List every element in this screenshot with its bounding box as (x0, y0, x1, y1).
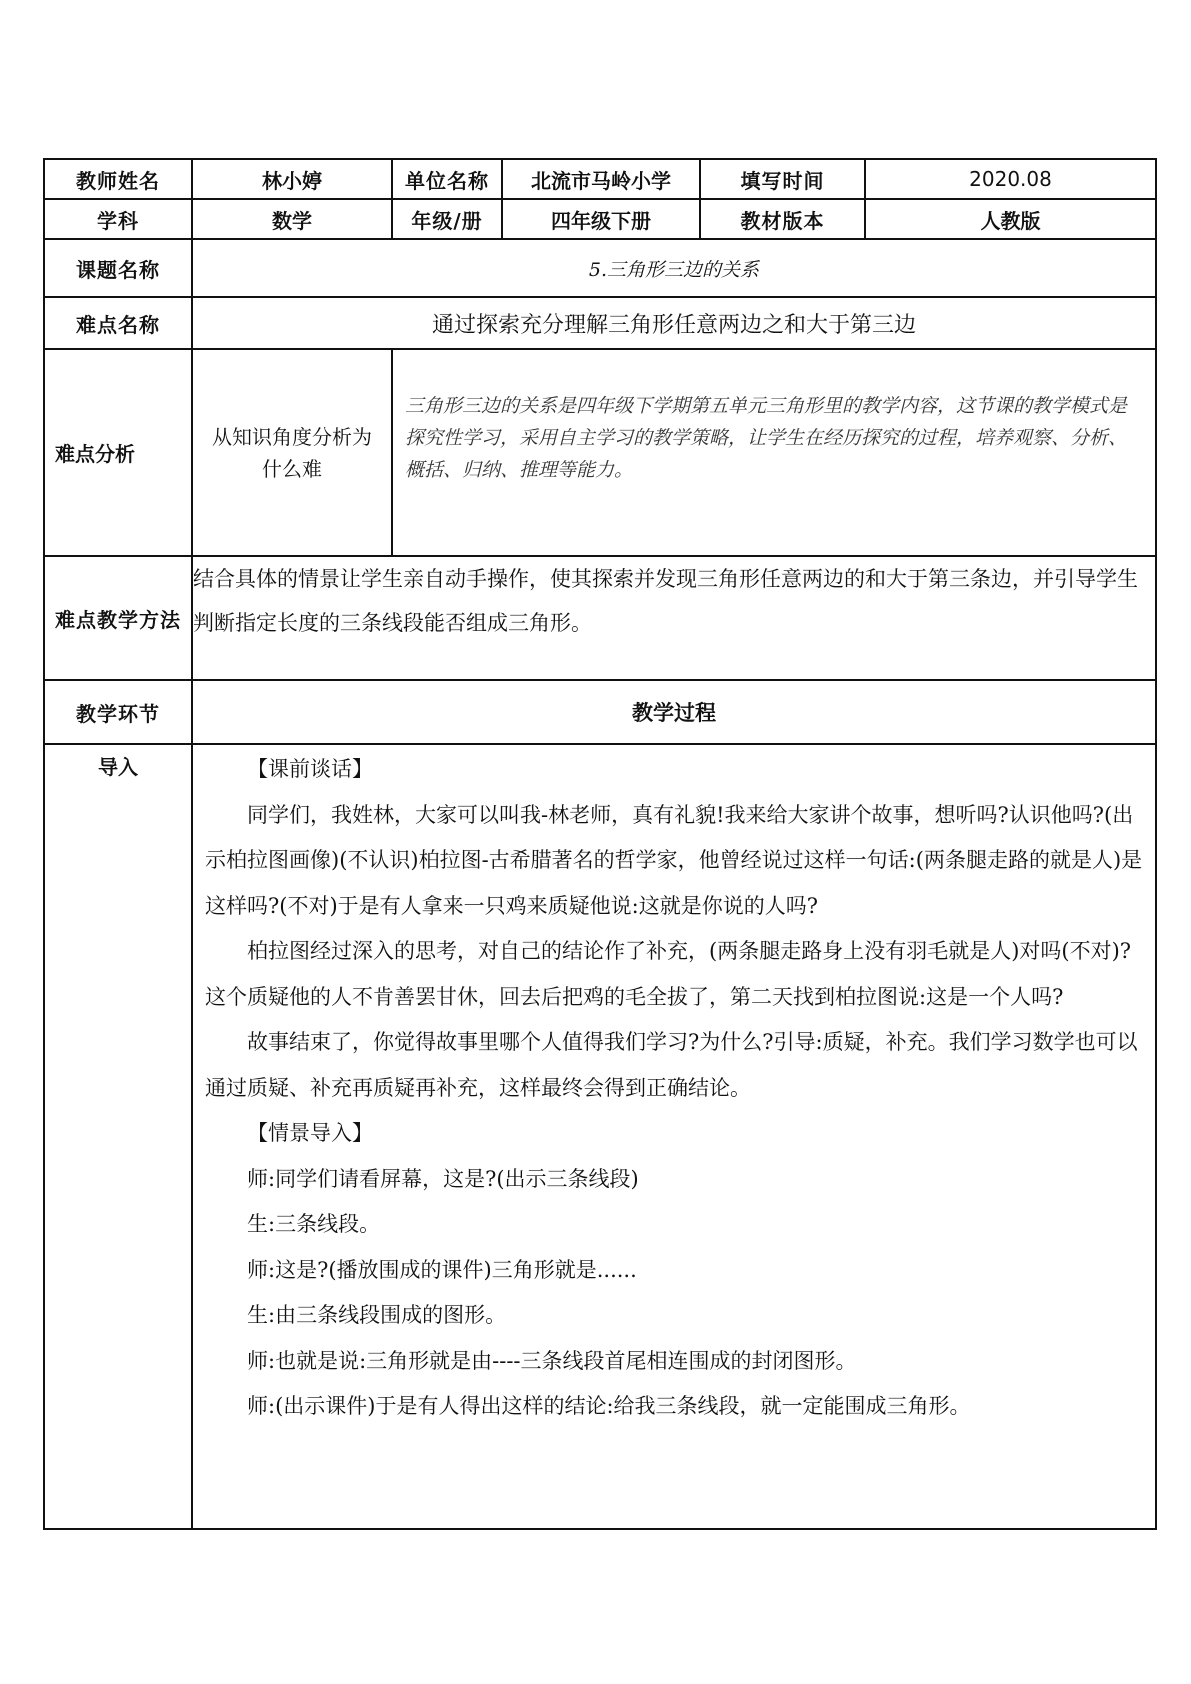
process-paragraph: 故事结束了，你觉得故事里哪个人值得我们学习?为什么?引导:质疑，补充。我们学习数学也可以通过质疑、补充再质疑再补充，这样最终会得到正确结论。 (205, 1030, 1138, 1100)
analysis-text (393, 320, 1155, 555)
difficulty-label: 难点名称 (44, 297, 192, 349)
teacher-value: 林小婷 (192, 159, 392, 199)
stage-label: 导入 (44, 744, 192, 1529)
process-paragraph: 柏拉图经过深入的思考，对自己的结论作了补充，(两条腿走路身上没有羽毛就是人)对吗(不对)?这个质疑他的人不肯善罢甘休，回去后把鸡的毛全拔了，第二天找到柏拉图说:这是一个人吗? (205, 939, 1132, 1009)
analysis-label: 难点分析 (44, 349, 192, 556)
process-paragraph: 师:同学们请看屏幕，这是?(出示三条线段) (247, 1166, 639, 1191)
topic-value: 5.三角形三边的关系 (192, 239, 1156, 297)
process-paragraph: 师:(出示课件)于是有人得出这样的结论:给我三条线段，就一定能围成三角形。 (247, 1394, 971, 1418)
difficulty-value: 通过探索充分理解三角形任意两边之和大于第三边 (192, 297, 1156, 349)
analysis-wrap (193, 350, 1155, 555)
process-paragraph: 生:三条线段。 (247, 1212, 381, 1236)
stage-header: 教学环节 (44, 680, 192, 744)
process-paragraph: 师:也就是说:三角形就是由----三条线段首尾相连围成的封闭图形。 (247, 1348, 857, 1373)
edition-label: 教材版本 (700, 199, 865, 239)
grade-value: 四年级下册 (502, 199, 700, 239)
date-label: 填写时间 (700, 159, 865, 199)
topic-row (44, 239, 1156, 297)
process-paragraph: 师:这是?(播放围成的课件)三角形就是...... (247, 1257, 637, 1282)
process-header: 教学过程 (192, 680, 1156, 744)
teacher-label: 教师姓名 (44, 159, 192, 199)
date-value: 2020.08 (865, 159, 1156, 199)
info-row-1 (44, 159, 1156, 199)
method-row (44, 556, 1156, 680)
subject-label: 学科 (44, 199, 192, 239)
subject-value: 数学 (192, 199, 392, 239)
method-text: 结合具体的情景让学生亲自动手操作，使其探索并发现三角形任意两边的和大于第三条边，并引导学生判断指定长度的三条线段能否组成三角形。 (192, 556, 1156, 680)
lesson-plan-table (43, 158, 1157, 1530)
grade-label: 年级/册 (392, 199, 502, 239)
process-paragraph: 【课前谈话】 (247, 757, 373, 781)
process-paragraph: 同学们，我姓林，大家可以叫我-林老师，真有礼貌!我来给大家讲个故事，想听吗?认识他吗?(出示柏拉图画像)(不认识)柏拉图-古希腊著名的哲学家，他曾经说过这样一句话:(两条腿走路的就是人)是这样吗?(不对)于是有人拿来一只鸡来质疑他说:这就是你说的人吗? (205, 802, 1143, 918)
analysis-row (44, 349, 1156, 556)
process-body (192, 744, 1156, 1529)
method-label: 难点教学方法 (44, 556, 192, 680)
process-header-row (44, 680, 1156, 744)
unit-label: 单位名称 (392, 159, 502, 199)
process-paragraph: 生:由三条线段围成的图形。 (247, 1303, 507, 1327)
info-row-2 (44, 199, 1156, 239)
lesson-plan-sheet (43, 158, 1155, 1530)
analysis-sub-label: 从知识角度分析为什么难 (193, 350, 393, 555)
process-row (44, 744, 1156, 1529)
analysis-cell (192, 349, 1156, 556)
process-paragraph: 【情景导入】 (247, 1121, 373, 1145)
edition-value: 人教版 (865, 199, 1156, 239)
analysis-text-content: 三角形三边的关系是四年级下学期第五单元三角形里的教学内容，这节课的教学模式是探究性学习，采用自主学习的教学策略，让学生在经历探究的过程，培养观察、分析、概括、归纳、推理等能力。 (405, 394, 1128, 481)
unit-value: 北流市马岭小学 (502, 159, 700, 199)
topic-label: 课题名称 (44, 239, 192, 297)
